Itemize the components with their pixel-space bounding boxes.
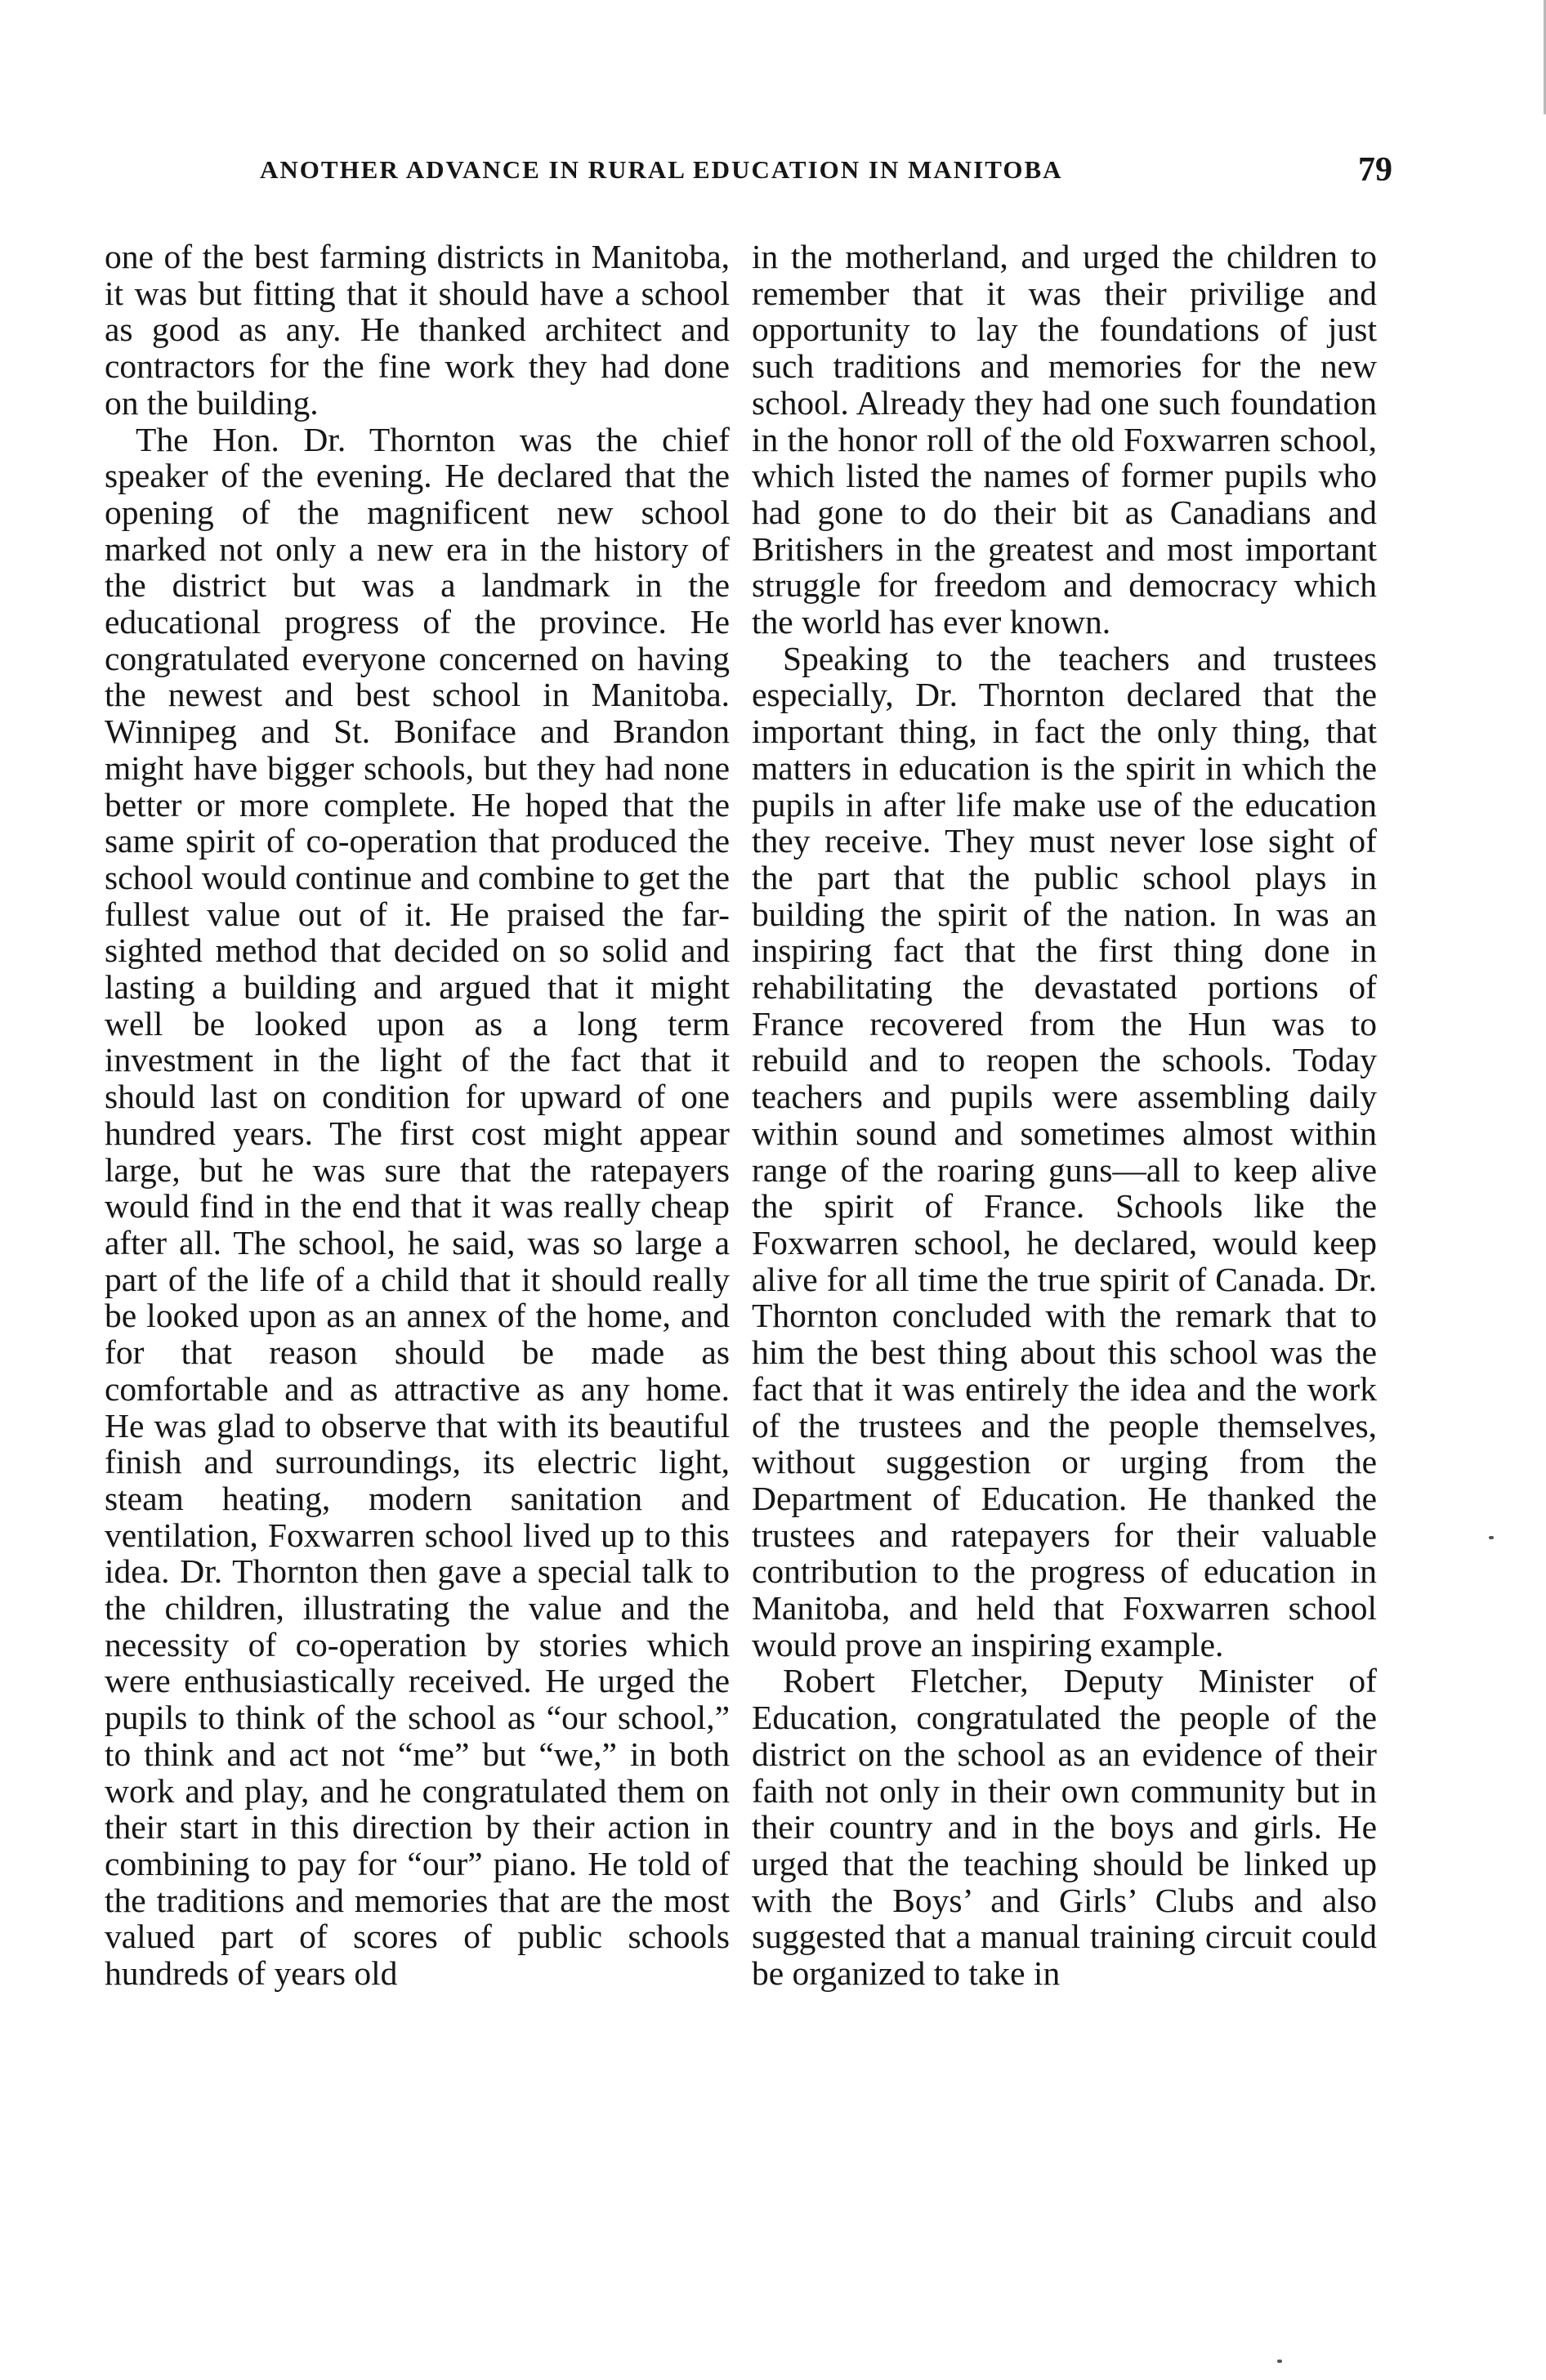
paragraph: The Hon. Dr. Thornton was the chief speaker of the evening. He declared that the opening of the magnificent new school marked not only a new era in the history of the district but was a landmark in the educational progress of the province. He congratulated everyone concerned on having the newest and best school in Manitoba. Winnipeg and St. Boniface and Brandon might have bigger schools, but they had none better or more complete. He hoped that the same spirit of co-operation that produced the school would continue and combine to get the fullest value out of it. He praised the far-sighted method that decided on so solid and lasting a building and argued that it might well be looked upon as a long term investment in the light of the fact that it should last on condition for upward of one hundred years. The first cost might appear large, but he was sure that the ratepayers would find in the end that it was really cheap after all. The school, he said, was so large a part of the life of a child that it should really be looked upon as an annex of the home, and for that reason should be made as comfortable and as attractive as any home. He was glad to observe that with its beautiful finish and surroundings, its electric light, steam heating, modern sanitation and ventilation, Foxwarren school lived up to this idea. Dr. Thornton then gave a special talk to the children, illustrating the value and the necessity of co-operation by stories which were enthusiastically received. He urged the pupils to think of the school as “our school,” to think and act not “me” but “we,” in both work and play, and he congratulated them on their start in this direction by their action in combining to pay for “our” piano. He told of the traditions and memories that are the most valued part of scores of public schools hundreds of years old <box>105 420 730 1993</box>
paragraph: in the motherland, and urged the children to remember that it was their privilige and opportunity to lay the foundations of just such traditions and memories for the new school. Already they had one such foundation in the honor roll of the old Foxwarren school, which listed the names of former pupils who had gone to do their bit as Canadians and Britishers in the greatest and most important struggle for freedom and democracy which the world has ever known. <box>752 239 1377 641</box>
paragraph: Robert Fletcher, Deputy Minister of Education, congratulated the people of the district on the school as an evidence of their faith not only in their own community but in their country and in the boys and girls. He urged that the teaching should be linked up with the Boys’ and Girls’ Clubs and also suggested that a manual training circuit could be organized to take in <box>752 1662 1377 1993</box>
ink-speck <box>1277 2360 1282 2363</box>
paragraph: one of the best farming districts in Manitoba, it was but fitting that it should have a school as good as any. He thanked architect and contractors for the fine work they had done on the building. <box>105 239 730 422</box>
page-number: 79 <box>1358 151 1392 189</box>
ink-speck <box>1489 1536 1494 1539</box>
paragraph: Speaking to the teachers and trustees especially, Dr. Thornton declared that the important thing, in fact the only thing, that matters in education is the spirit in which the pupils in after life make use of the education they receive. They must never lose sight of the part that the public school plays in building the spirit of the nation. In was an inspiring fact that the first thing done in rehabilitating the devastated portions of France recovered from the Hun was to rebuild and to reopen the schools. Today teachers and pupils were assembling daily within sound and sometimes almost within range of the roaring guns—all to keep alive the spirit of France. Schools like the Foxwarren school, he declared, would keep alive for all time the true spirit of Canada. Dr. Thornton concluded with the remark that to him the best thing about this school was the fact that it was entirely the idea and the work of the trustees and the people themselves, without suggestion or urging from the Department of Education. He thanked the trustees and ratepayers for their valuable contribution to the progress of education in Manitoba, and held that Foxwarren school would prove an inspiring example. <box>752 639 1377 1663</box>
running-head: ANOTHER ADVANCE IN RURAL EDUCATION IN MANITOBA <box>260 155 1063 184</box>
left-column <box>105 239 730 2248</box>
right-column <box>752 239 1377 2248</box>
